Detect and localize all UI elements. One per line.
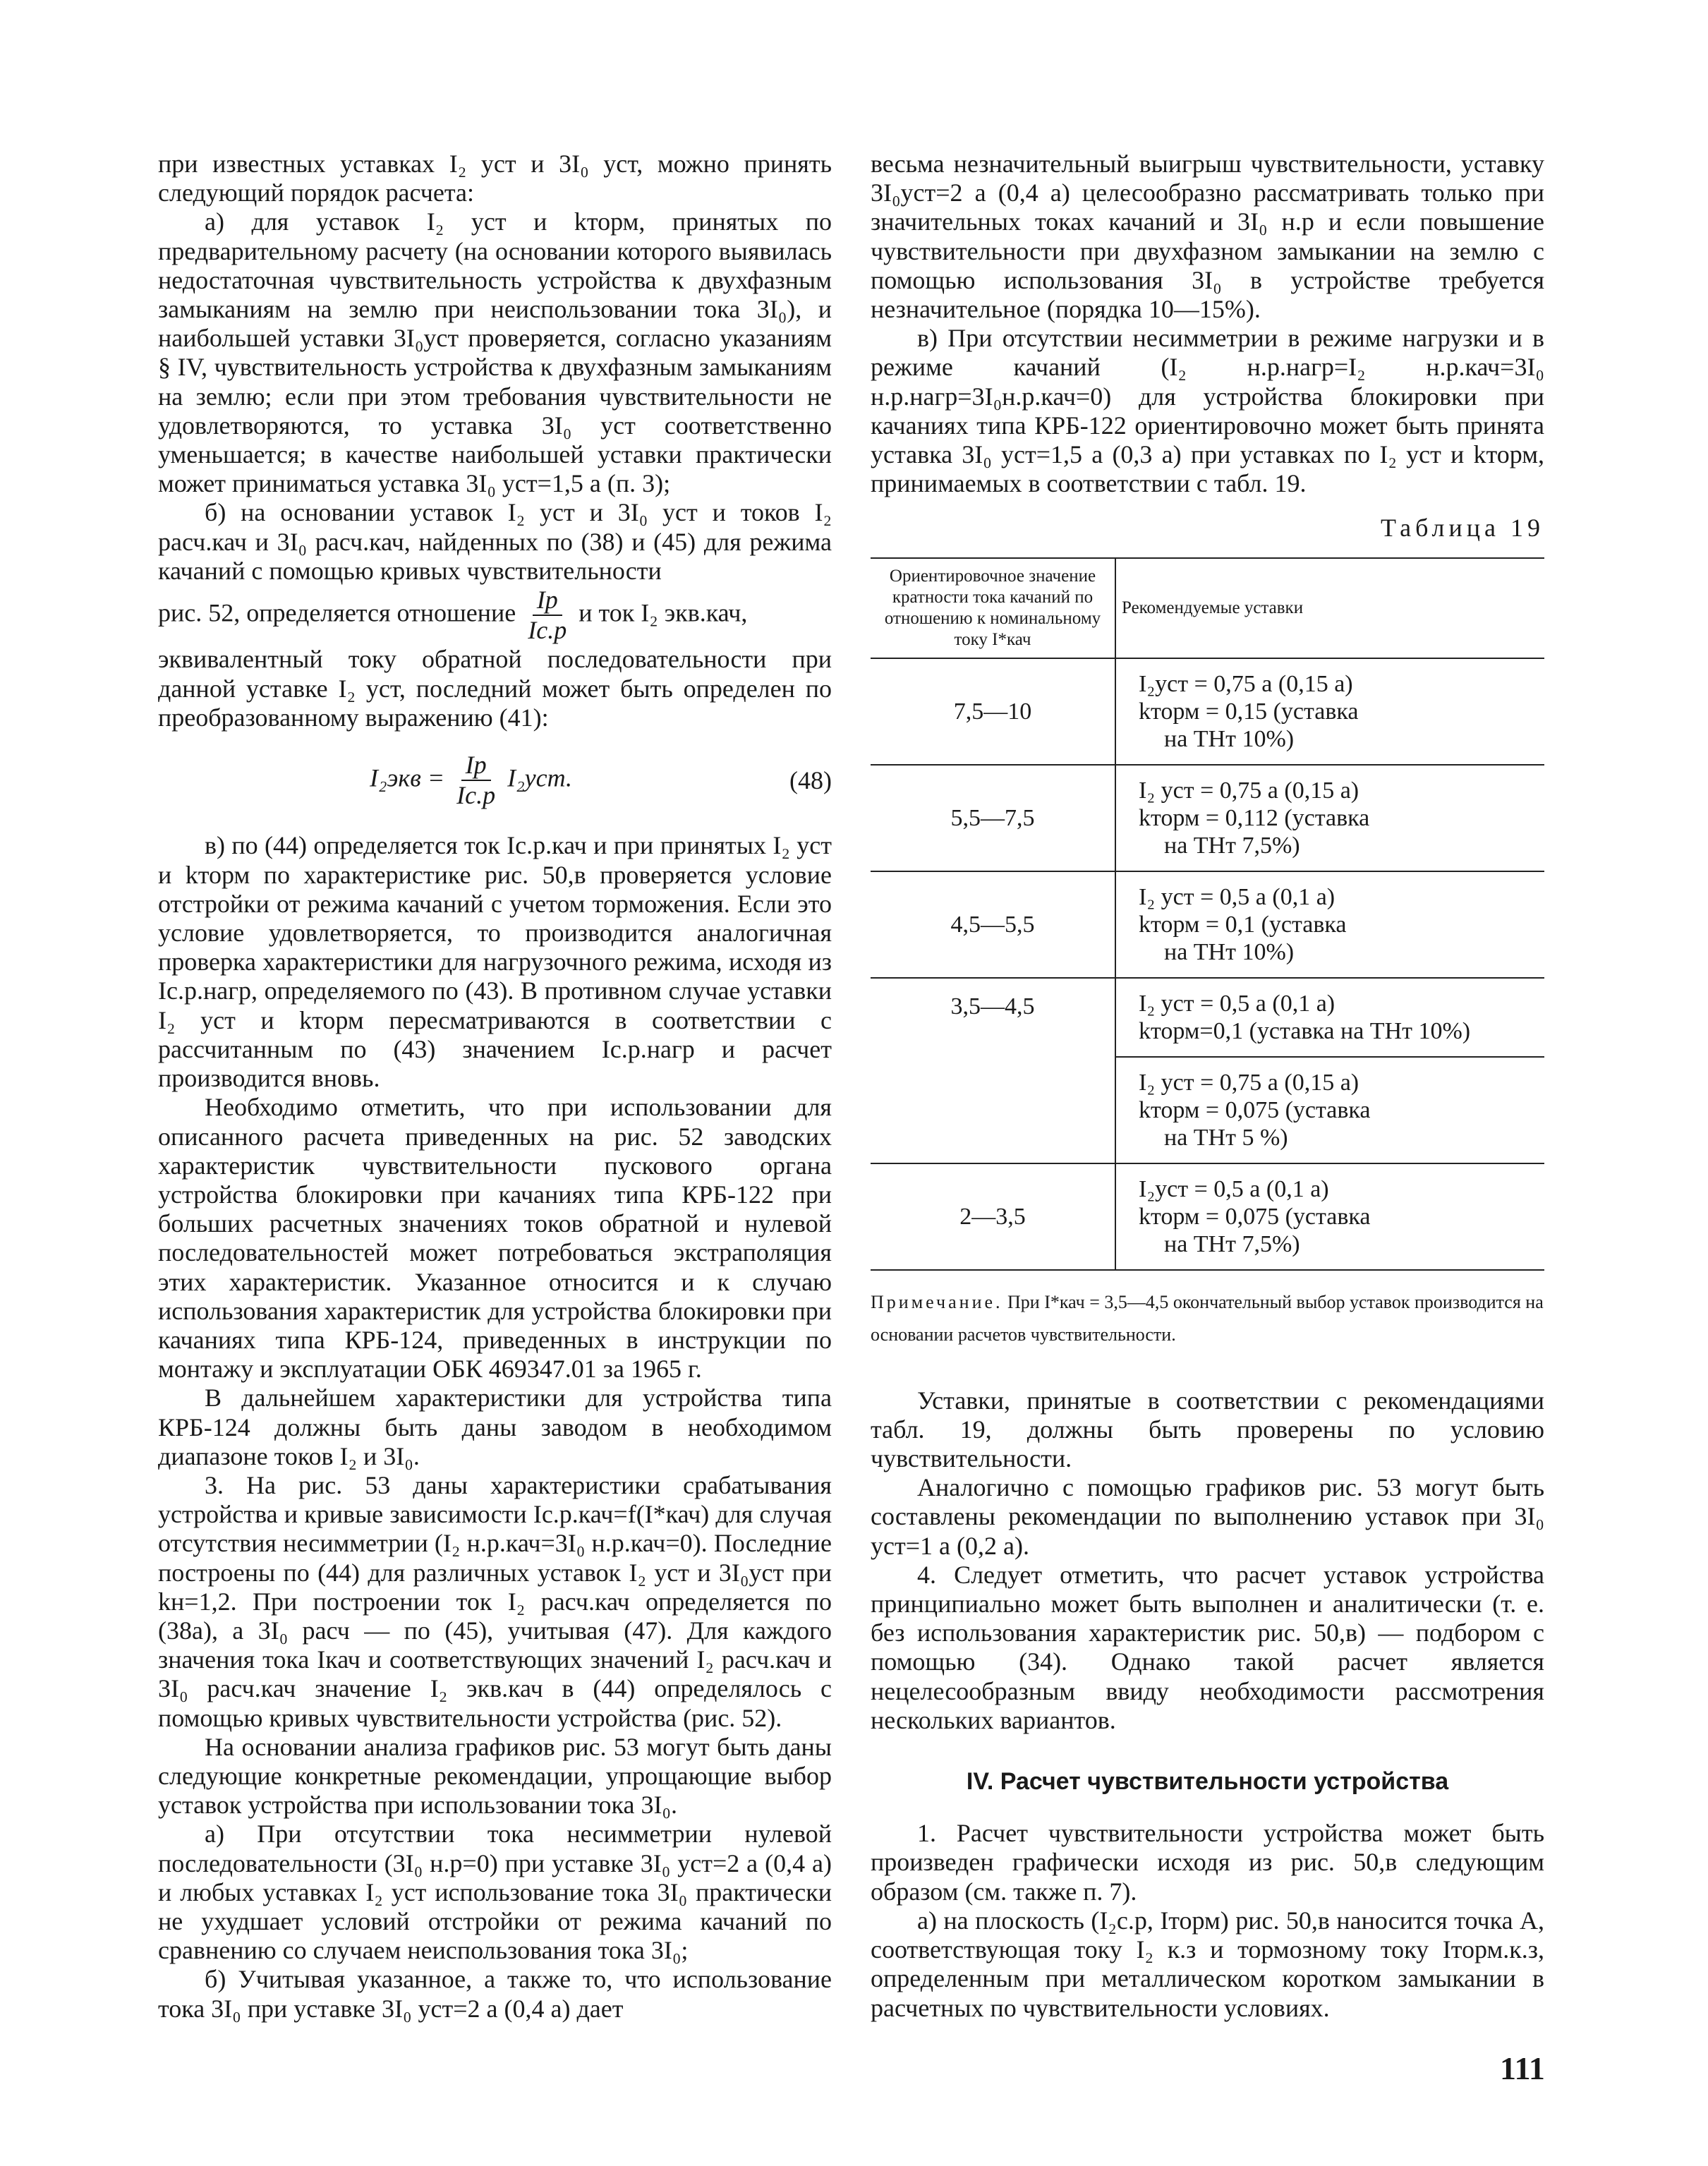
formula-expression	[370, 751, 572, 810]
setting-line: на THт 7,5%)	[1164, 1230, 1300, 1257]
formula-left: I₂экв =	[370, 763, 445, 792]
paragraph: На основании анализа графиков рис. 53 могут быть даны следующие конкретные рекомендации, упрощающие выбор уставок устройства при использовании тока 3I₀.	[158, 1732, 832, 1820]
paragraph: б) на основании уставок I₂ уст и 3I₀ уст и токов I₂ расч.кач и 3I₀ расч.кач, найденных по (38) и (45) для режима качаний с помощью кривых чувствительности	[158, 498, 832, 585]
ratio-line	[158, 586, 832, 645]
formula-right: I₂уст.	[507, 763, 573, 792]
paragraph: в) по (44) определяется ток Iс.р.кач и при принятых I₂ уст и kторм по характеристике рис. 50,в проверяется условие отстройки от режима качаний с учетом торможения. Если это условие удовлетворяется, то производится аналогичная проверка характеристики для нагрузочного режима, исходя из Iс.р.нагр, определяемого по (43). В противном случае уставки I₂ уст и kторм пересматриваются в соответствии с рассчитанным по (43) значением Iс.р.нагр и расчет производится вновь.	[158, 831, 832, 1093]
table-cell-settings	[1115, 1163, 1544, 1270]
ratio-fraction	[528, 586, 567, 645]
table-header-ratio: Ориентировочное значение кратности тока качаний по отношению к номинальному току I*кач	[871, 558, 1115, 658]
note-lead: Примечание.	[871, 1291, 1003, 1312]
formula-48	[158, 751, 832, 810]
paragraph: весьма незначительный выигрыш чувствительности, уставку 3I₀уст=2 а (0,4 а) целесообразно рассматривать только при значительных токах качаний и 3I₀ н.р и если повышение чувствительности при двухфазном замыкании на землю с помощью использования 3I₀ в устройстве требуется незначительное (порядка 10—15%).	[871, 150, 1544, 324]
paragraph: 3. На рис. 53 даны характеристики срабатывания устройства и кривые зависимости Iс.р.кач=f(I*кач) для случая отсутствия несимметрии (I₂ н.р.кач=3I₀ н.р.кач=0). Последние построены по (44) для различных уставок I₂ уст и 3I₀уст при kн=1,2. При построении ток I₂ расч.кач определяется по (38а), а 3I₀ расч — по (45), учитывая (47). Для каждого значения тока Iкач и соответствующих значений I₂ расч.кач и 3I₀ расч.кач значение I₂ экв.кач в (44) определялось с помощью кривых чувствительности устройства (рис. 52).	[158, 1470, 832, 1732]
setting-line: kторм = 0,112 (уставка	[1139, 804, 1370, 831]
paragraph: В дальнейшем характеристики для устройства типа КРБ-124 должны быть даны заводом в необходимом диапазоне токов I₂ и 3I₀.	[158, 1384, 832, 1470]
table-cell-ratio: 2—3,5	[871, 1163, 1115, 1270]
table-cell-ratio: 3,5—4,5	[871, 978, 1115, 1163]
setting-line: на THт 10%)	[1164, 938, 1295, 965]
table-caption: Таблица 19	[1381, 514, 1544, 543]
fraction-numerator: Iр	[533, 586, 562, 616]
setting-line: kторм = 0,075 (уставка	[1139, 1096, 1371, 1123]
setting-line: kторм = 0,075 (уставка	[1139, 1203, 1371, 1230]
setting-line: на THт 10%)	[1164, 725, 1295, 752]
table-row	[871, 978, 1544, 1057]
paragraph: 4. Следует отметить, что расчет уставок устройства принципиально может быть выполнен и аналитически (т. е. без использования характеристик рис. 50,в) — подбором с помощью (34). Однако такой расчет является нецелесообразным ввиду необходимости рассмотрения нескольких вариантов.	[871, 1560, 1544, 1734]
left-column	[158, 150, 832, 2023]
paragraph: Необходимо отметить, что при использовании для описанного расчета приведенных на рис. 52 заводских характеристик чувствительности пускового органа устройства блокировки при качаниях типа КРБ-122 при больших расчетных значениях токов обратной и нулевой последовательностей может потребоваться экстраполяция этих характеристик. Указанное относится и к случаю использования характеристик для устройства блокировки при качаниях типа КРБ-124, приведенных в инструкции по монтажу и эксплуатации ОБК 469347.01 за 1965 г.	[158, 1093, 832, 1384]
paragraph: а) для уставок I₂ уст и kторм, принятых по предварительному расчету (на основании которого выявилась недостаточная чувствительность устройства к двухфазным замыканиям на землю при неиспользовании тока 3I₀), и наибольшей уставки 3I₀уст проверяется, согласно указаниям § IV, чувствительность устройства к двухфазным замыканиям на землю; если при этом требования чувствительности не удовлетворяются, то уставка 3I₀ уст соответственно уменьшается; в качестве наибольшей уставки практически может приниматься уставка 3I₀ уст=1,5 а (п. 3);	[158, 207, 832, 498]
right-column	[871, 150, 1544, 2023]
paragraph: эквивалентный току обратной последовательности при данной уставке I₂ уст, последний может быть определен по преобразованному выражению (41):	[158, 645, 832, 732]
table-cell-settings	[1115, 765, 1544, 871]
ratio-text-after: и ток I₂ экв.кач,	[579, 598, 748, 627]
paragraph: при известных уставках I₂ уст и 3I₀ уст, можно принять следующий порядок расчета:	[158, 150, 832, 207]
table-row	[871, 1163, 1544, 1270]
table-cell-ratio: 5,5—7,5	[871, 765, 1115, 871]
paragraph: б) Учитывая указанное, а также то, что использование тока 3I₀ при уставке 3I₀ уст=2 а (0,4 а) дает	[158, 1965, 832, 2023]
setting-line: I₂ уст = 0,5 а (0,1 а)	[1139, 883, 1335, 910]
table-row	[871, 658, 1544, 765]
table-cell-settings	[1115, 1057, 1544, 1163]
paragraph: Аналогично с помощью графиков рис. 53 могут быть составлены рекомендации по выполнению уставок при 3I₀ уст=1 а (0,2 а).	[871, 1473, 1544, 1560]
section-heading: IV. Расчет чувствительности устройства	[966, 1768, 1449, 1796]
setting-line: I₂ уст = 0,75 а (0,15 а)	[1139, 777, 1359, 804]
table-note	[871, 1286, 1544, 1351]
table-header-settings: Рекомендуемые уставки	[1115, 558, 1544, 658]
setting-line: kторм = 0,1 (уставка	[1139, 911, 1347, 938]
paragraph: а) на плоскость (I₂с.р, Iторм) рис. 50,в наносится точка А, соответствующая току I₂ к.з и тормозному току Iторм.к.з, определенным при металлическом коротком замыкании в расчетных по чувствительности условиях.	[871, 1906, 1544, 2022]
table-cell-settings	[1115, 658, 1544, 765]
setting-line: I₂уст = 0,75 а (0,15 а)	[1139, 670, 1353, 697]
note-text: При I*кач = 3,5—4,5 окончательный выбор уставок производится на основании расчетов чувствительности.	[871, 1291, 1544, 1345]
setting-line: I₂ уст = 0,5 а (0,1 а)	[1139, 990, 1335, 1017]
formula-number: (48)	[789, 766, 832, 794]
paragraph: Уставки, принятые в соответствии с рекомендациями табл. 19, должны быть проверены по условию чувствительности.	[871, 1386, 1544, 1473]
table-cell-settings	[1115, 978, 1544, 1057]
table-cell-settings	[1115, 871, 1544, 978]
ratio-text-before: рис. 52, определяется отношение	[158, 598, 516, 627]
setting-line: I₂уст = 0,5 а (0,1 а)	[1139, 1175, 1329, 1202]
table-row	[871, 871, 1544, 978]
settings-table	[871, 557, 1544, 1271]
setting-line: kторм = 0,15 (уставка	[1139, 698, 1359, 725]
formula-fraction	[456, 751, 495, 810]
page-number: 111	[1500, 2050, 1545, 2086]
fraction-denominator: Iс.р	[456, 781, 496, 810]
table-header-row	[871, 558, 1544, 658]
fraction-denominator: Iс.р	[528, 616, 567, 645]
paragraph: 1. Расчет чувствительности устройства может быть произведен графически исходя из рис. 50,в следующим образом (см. также п. 7).	[871, 1819, 1544, 1906]
setting-line: на THт 5 %)	[1164, 1124, 1288, 1151]
setting-line: I₂ уст = 0,75 а (0,15 а)	[1139, 1069, 1359, 1096]
table-cell-ratio: 7,5—10	[871, 658, 1115, 765]
setting-line: на THт 7,5%)	[1164, 832, 1300, 859]
table-cell-ratio: 4,5—5,5	[871, 871, 1115, 978]
table-row	[871, 765, 1544, 871]
paragraph: а) При отсутствии тока несимметрии нулевой последовательности (3I₀ н.р=0) при уставке 3I₀ уст=2 а (0,4 а) и любых уставках I₂ уст использование тока 3I₀ практически не ухудшает условий отстройки от режима качаний по сравнению со случаем неиспользования тока 3I₀;	[158, 1820, 832, 1965]
setting-line: kторм=0,1 (уставка на THт 10%)	[1139, 1017, 1471, 1044]
fraction-numerator: Iр	[461, 751, 491, 781]
paragraph: в) При отсутствии несимметрии в режиме нагрузки и в режиме качаний (I₂ н.р.нагр=I₂ н.р.кач=3I₀ н.р.нагр=3I₀н.р.кач=0) для устройства блокировки при качаниях типа КРБ-122 ориентировочно может быть принята уставка 3I₀ уст=1,5 а (0,3 а) при уставках по I₂ уст и kторм, принимаемых в соответствии с табл. 19.	[871, 324, 1544, 498]
